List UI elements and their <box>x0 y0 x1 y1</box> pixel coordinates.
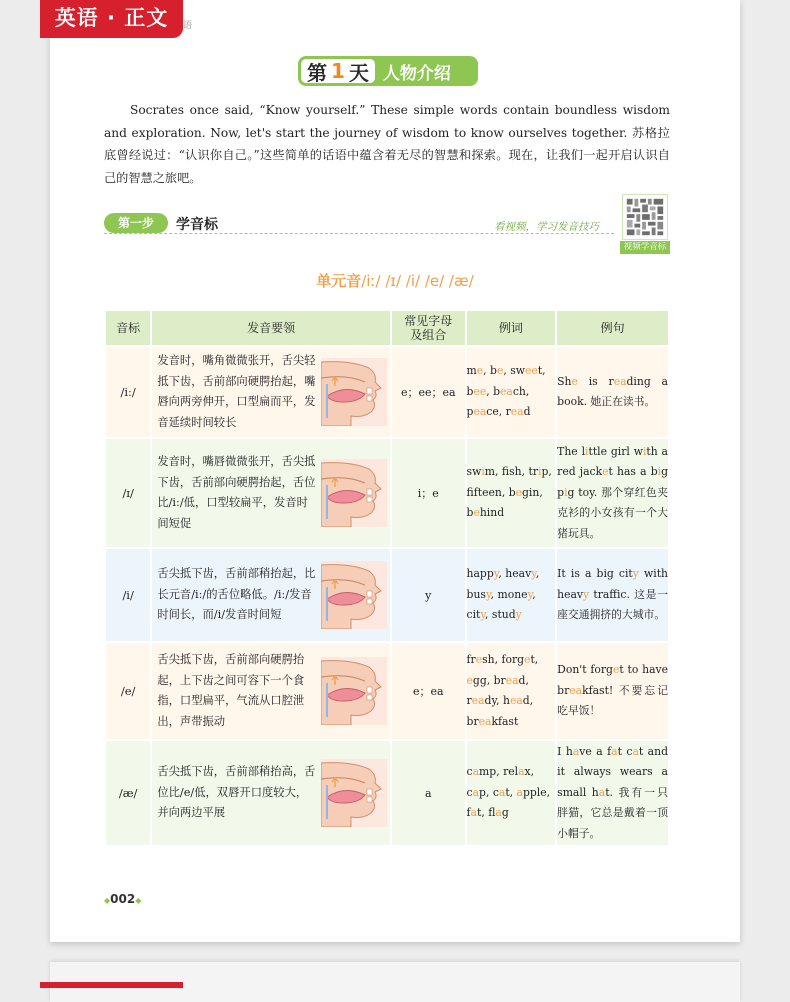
text-segment: fl <box>488 806 496 820</box>
text-segment: is r <box>577 374 614 388</box>
text-segment: mone <box>497 587 528 601</box>
highlight-letters: a <box>470 806 477 820</box>
example-word <box>467 765 497 778</box>
highlight-letters: e <box>475 653 483 666</box>
highlight-letters: a <box>472 785 480 799</box>
example-word <box>506 405 531 418</box>
text-segment: t <box>537 364 543 378</box>
highlight-letters: ea <box>509 694 523 707</box>
letter-combinations: e；ee；ea <box>392 347 465 437</box>
example-words: swim, fsh, trip, ffteen, begin, behind <box>467 439 556 547</box>
text-segment: bus <box>466 587 486 601</box>
day-title: 人物介绍 <box>382 63 451 84</box>
text-segment: p <box>479 785 486 799</box>
example-words: me, be, sweet, bee, beach, peace, read <box>467 347 556 437</box>
highlight-letters: a <box>518 765 525 779</box>
text-segment: b <box>466 506 474 520</box>
example-word <box>502 465 522 478</box>
text-segment: traffic. 这是一座交通拥挤的大城市。 <box>557 587 668 622</box>
text-segment: ttle girl w <box>588 444 643 458</box>
highlight-letters: ea <box>569 683 583 697</box>
example-word <box>517 786 547 799</box>
phonetic-symbol: /e/ <box>106 643 150 739</box>
text-segment: fteen <box>473 485 502 499</box>
highlight-letters: e <box>473 506 480 520</box>
text-segment: The l <box>557 444 586 458</box>
pronunciation-cell <box>152 347 390 437</box>
page-number-dot-right: ◆ <box>135 896 142 905</box>
text-segment: forg <box>501 653 525 666</box>
pronunciation-cell <box>152 643 390 739</box>
example-word <box>467 405 499 418</box>
text-segment: sw <box>510 364 526 378</box>
highlight-letters: i <box>537 465 542 479</box>
table-row <box>106 549 668 641</box>
example-word <box>492 608 522 621</box>
table-header-row <box>106 311 668 345</box>
section-tab-tail: 语 <box>183 21 193 31</box>
highlight-letters: i <box>642 444 647 458</box>
highlight-letters: e <box>496 364 504 378</box>
text-segment: b <box>508 485 516 499</box>
mouth-diagram-icon <box>321 561 387 629</box>
highlight-letters: e <box>602 465 609 479</box>
unit-title <box>0 270 790 291</box>
pronunciation-wrap <box>152 650 390 732</box>
highlight-letters: e <box>571 374 578 388</box>
highlight-letters: y <box>515 608 522 622</box>
example-sentence <box>557 643 668 739</box>
example-word <box>497 588 532 601</box>
day-badge <box>301 59 375 83</box>
text-segment: Don't forg <box>557 663 613 677</box>
text-segment: d <box>523 405 531 419</box>
text-segment: t c <box>617 744 633 758</box>
example-word <box>467 506 505 519</box>
text-segment: c <box>492 785 499 799</box>
text-segment: g toy. 那个穿红色夹克衫的小女孩有一个大猪玩具。 <box>557 485 668 540</box>
text-segment: t <box>505 785 510 799</box>
highlight-letters: ea <box>478 714 492 728</box>
mouth-diagram-icon <box>321 759 387 827</box>
text-segment: pple <box>522 785 547 799</box>
text-segment: d <box>518 673 526 687</box>
table-row <box>106 347 668 437</box>
letter-combinations: a <box>392 741 465 845</box>
text-segment: b <box>490 364 497 378</box>
pronunciation-wrap <box>152 561 390 629</box>
text-segment: I h <box>557 744 573 758</box>
step-hint: 看视频，学习发音技巧 <box>494 221 599 233</box>
header-symbol: 音标 <box>106 311 150 345</box>
example-sentence <box>557 439 668 547</box>
example-word <box>488 806 509 819</box>
example-word <box>467 674 487 687</box>
example-word <box>467 385 487 398</box>
highlight-letters: a <box>498 785 506 799</box>
example-word <box>501 653 534 666</box>
page-number-dot-left: ◆ <box>104 896 111 905</box>
text-segment: happ <box>466 567 494 581</box>
pronunciation-text: 发音时，嘴角微微张开，舌尖轻抵下齿，舌前部向硬腭抬起，嘴唇向两旁伸开，口型扁而平，发音延续时间较长 <box>157 354 316 429</box>
pronunciation-text: 舌尖抵下齿，舌前部向硬腭抬起，上下齿之间可容下一个食指，口型扁平，气流从口腔泄出，声带振动 <box>157 653 305 728</box>
page-number-text: 002 <box>110 892 136 906</box>
highlight-letters: y <box>531 567 536 581</box>
text-segment: ding a book. 她正在读书。 <box>557 374 668 408</box>
example-words: camp, relax, cap, cat, apple, fat, flag <box>467 741 556 845</box>
header-description: 发音要领 <box>152 311 390 345</box>
mouth-diagram-icon <box>321 358 387 426</box>
pronunciation-text: 舌尖抵下齿，舌前部稍抬起，比长元音/iː/的舌位略低。/iː/发音时间长，而/i/发音时间短 <box>157 567 316 622</box>
step-title: 学音标 <box>176 217 218 233</box>
step-label: 第一步 <box>104 213 168 233</box>
day-prefix: 第 <box>307 60 327 85</box>
text-segment: Sh <box>557 374 572 388</box>
phonetic-symbol: /æ/ <box>106 741 150 845</box>
intro-text: Socrates once said, “Know yourself.” These simple words contain boundless wisdom and exploration. Now, let's start the journey of wisdom to know ourselves together. 苏格拉底曾经说过：“认识你自己。”这些简单的话语中蕴含着无尽的智慧和探索。现在，让我们一起开启认识自己的智慧之旅吧。 <box>104 103 670 185</box>
text-segment: c <box>466 765 473 779</box>
text-segment: c <box>466 785 473 799</box>
day-number: 1 <box>331 59 345 83</box>
text-segment: tr <box>528 465 538 479</box>
pronunciation-cell <box>152 741 390 845</box>
highlight-letters: e <box>515 485 522 499</box>
pronunciation-text: 发音时，嘴唇微微张开，舌尖抵下齿，舌前部向硬腭抬起，舌位比/iː/低，口型较扁平，发音时间短促 <box>157 455 316 530</box>
text-segment: kfast <box>491 714 519 728</box>
unit-title-text: 单元音 <box>316 272 362 290</box>
intro-paragraph <box>104 99 670 189</box>
example-word <box>467 806 482 819</box>
text-segment: b <box>466 384 474 398</box>
phonetics-table <box>104 309 670 847</box>
example-word <box>467 486 502 499</box>
text-segment: f <box>466 806 471 820</box>
section-tab: 英语 · 正文 <box>40 0 183 38</box>
highlight-letters: a <box>611 744 618 758</box>
highlight-letters: ea <box>473 405 487 419</box>
text-segment: t <box>530 653 535 666</box>
highlight-letters: a <box>572 744 580 758</box>
header-sentence: 例句 <box>557 311 668 345</box>
text-segment: kfast! 不要忘记吃早饭！ <box>557 683 668 718</box>
pronunciation-wrap <box>152 351 390 433</box>
table-row <box>106 643 668 739</box>
example-word <box>467 364 484 377</box>
letter-combinations: y <box>392 549 465 641</box>
text-segment: t and it always wears a small h <box>557 744 668 799</box>
example-word <box>467 786 486 799</box>
highlight-letters: a <box>495 806 502 820</box>
highlight-letters: a <box>632 744 639 758</box>
text-segment: t has a b <box>608 465 658 479</box>
example-word <box>493 786 510 799</box>
example-word <box>467 567 499 580</box>
text-segment: with heav <box>557 567 668 601</box>
highlight-letters: i <box>564 485 568 499</box>
highlight-letters: a <box>598 785 606 799</box>
text-segment: g p <box>557 465 668 499</box>
example-sentence <box>557 549 668 641</box>
text-segment: b <box>493 384 501 398</box>
text-segment: gin <box>522 485 540 499</box>
pronunciation-cell <box>152 439 390 547</box>
example-word <box>467 608 486 621</box>
highlight-letters: e <box>612 663 620 677</box>
text-segment: mp <box>479 765 497 779</box>
table-row <box>106 741 668 845</box>
text-segment: h <box>502 694 510 707</box>
highlight-letters: y <box>583 587 590 601</box>
highlight-letters: i <box>657 465 662 479</box>
highlight-letters: a <box>516 785 523 799</box>
example-sentence <box>557 347 668 437</box>
highlight-letters: y <box>480 608 486 622</box>
text-segment: stud <box>491 608 516 622</box>
highlight-letters: i <box>585 444 589 458</box>
example-words: happy, heavy, busy, money, city, study <box>467 549 556 641</box>
text-segment: heav <box>505 567 532 581</box>
text-segment: sh <box>482 653 495 666</box>
header-letters: 常见字母及组合 <box>392 311 465 345</box>
day-banner <box>298 56 478 86</box>
highlight-letters: ea <box>510 405 524 419</box>
text-segment: It is a big cit <box>557 567 633 581</box>
header-words: 例词 <box>467 311 556 345</box>
qr-code-icon[interactable] <box>622 194 668 240</box>
text-segment: g <box>501 806 509 820</box>
example-word <box>494 674 526 687</box>
text-segment: f <box>466 485 474 499</box>
highlight-letters: ea <box>500 384 513 398</box>
highlight-letters: a <box>472 765 480 779</box>
highlight-letters: ea <box>505 673 519 687</box>
text-segment: sw <box>466 465 482 479</box>
text-segment: r <box>505 405 511 419</box>
text-segment: t <box>476 806 482 820</box>
table-row <box>106 439 668 547</box>
unit-symbols: /iː/ /ɪ/ /i/ /e/ /æ/ <box>361 272 474 290</box>
highlight-letters: ea <box>613 374 627 388</box>
text-segment: m <box>484 465 496 479</box>
highlight-letters: e <box>476 364 484 378</box>
text-segment: ce <box>486 405 499 419</box>
text-segment: th a red jack <box>557 444 668 479</box>
phonetic-symbol: /iː/ <box>106 347 150 437</box>
text-segment: sh <box>509 465 522 479</box>
page-number <box>104 892 141 906</box>
text-segment: gg <box>472 673 487 687</box>
highlight-letters: y <box>485 587 491 601</box>
letter-combinations: e；ea <box>392 643 465 739</box>
pronunciation-text: 舌尖抵下齿，舌前部稍抬高，舌位比/e/低，双唇开口度较大，并向两边平展 <box>157 765 316 820</box>
mouth-diagram-icon <box>321 459 387 527</box>
highlight-letters: y <box>527 587 533 601</box>
text-segment: t to have br <box>557 663 669 697</box>
example-word <box>505 567 536 580</box>
highlight-letters: y <box>632 567 639 581</box>
letter-combinations: i；e <box>392 439 465 547</box>
text-segment: fr <box>466 653 476 666</box>
text-segment: cit <box>466 608 481 622</box>
text-segment: r <box>466 694 472 707</box>
text-segment: f <box>501 465 510 479</box>
text-segment: hind <box>479 506 505 520</box>
pronunciation-wrap <box>152 759 390 827</box>
text-segment: p <box>541 465 549 479</box>
phonetic-symbol: /ɪ/ <box>106 439 150 547</box>
text-segment: p <box>466 405 474 419</box>
example-word <box>493 385 526 398</box>
qr-label: 视频学音标 <box>620 241 670 254</box>
text-segment: rel <box>503 765 519 779</box>
text-segment: x <box>524 765 531 779</box>
example-word <box>509 486 540 499</box>
highlight-letters: ee <box>525 364 538 378</box>
text-segment: ch <box>512 384 526 398</box>
example-word <box>503 765 531 778</box>
pronunciation-cell <box>152 549 390 641</box>
example-word <box>528 465 548 478</box>
next-section-tab <box>40 982 183 988</box>
example-word <box>490 364 503 377</box>
example-sentence <box>557 741 668 845</box>
highlight-letters: i <box>481 465 485 479</box>
text-segment: dy <box>484 694 497 707</box>
example-word <box>467 588 491 601</box>
text-segment: d <box>522 694 530 707</box>
highlight-letters: ea <box>471 694 485 707</box>
text-segment: t. 我有一只胖猫，它总是戴着一顶小帽子。 <box>557 785 668 840</box>
phonetic-symbol: /i/ <box>106 549 150 641</box>
example-word <box>467 694 497 707</box>
highlight-letters: e <box>524 653 531 666</box>
example-word <box>467 715 519 728</box>
text-segment: m <box>466 364 477 378</box>
text-segment: ve a f <box>579 744 612 758</box>
text-segment: br <box>493 673 506 687</box>
example-words: fresh, forget, egg, bread, ready, head, breakfast <box>467 643 556 739</box>
mouth-diagram-icon <box>321 657 387 725</box>
example-word <box>467 653 495 666</box>
highlight-letters: e <box>466 673 473 687</box>
example-word <box>503 694 530 707</box>
day-suffix: 天 <box>348 60 369 85</box>
highlight-letters: ee <box>473 384 487 398</box>
qr-code-block[interactable] <box>620 194 670 254</box>
example-word <box>510 364 542 377</box>
highlight-letters: y <box>493 567 499 581</box>
example-word <box>467 465 496 478</box>
text-segment: br <box>466 714 479 728</box>
pronunciation-wrap <box>152 452 390 534</box>
